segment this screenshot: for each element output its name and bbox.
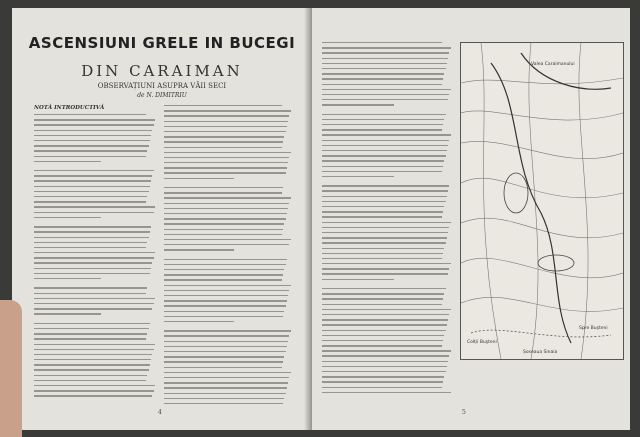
text-line: [164, 295, 288, 296]
article-author: de N. DIMITRIU: [137, 92, 187, 99]
text-line: [322, 387, 442, 388]
text-line: [322, 242, 446, 243]
text-line: [322, 335, 444, 336]
text-line: [322, 330, 446, 331]
left-text-column-1: [34, 114, 156, 401]
article-title: ASCENSIUNI GRELE IN BUCEGI: [28, 34, 296, 52]
text-line: [34, 369, 149, 370]
text-line: [164, 157, 289, 158]
right-text-column: [322, 42, 452, 397]
text-line: [34, 328, 149, 329]
text-line: [322, 176, 394, 177]
text-line: [164, 249, 234, 250]
text-line: [322, 211, 443, 212]
text-line: [322, 232, 448, 233]
text-line: [164, 290, 289, 291]
text-line: [164, 213, 287, 214]
text-line: [322, 68, 446, 69]
text-line: [322, 145, 448, 146]
text-line: [322, 258, 442, 259]
text-line: [34, 196, 147, 197]
text-line: [322, 345, 442, 346]
text-line: [34, 338, 146, 339]
text-line: [34, 268, 151, 269]
text-line: [322, 273, 448, 274]
text-line: [322, 376, 444, 377]
text-line: [34, 180, 151, 181]
text-line: [322, 355, 449, 356]
text-line: [322, 160, 444, 161]
text-line: [164, 141, 283, 142]
text-line: [164, 131, 286, 132]
text-line: [322, 340, 443, 341]
text-line: [164, 341, 288, 342]
text-line: [34, 135, 151, 136]
text-line: [322, 319, 448, 320]
text-line: [34, 375, 147, 376]
text-line: [34, 237, 149, 238]
text-line: [322, 134, 451, 135]
text-line: [322, 293, 444, 294]
map-label-bottom-right: Spre Buşteni: [579, 326, 608, 331]
text-line: [34, 201, 146, 202]
map-drawing: [461, 43, 623, 359]
text-line: [164, 300, 287, 301]
text-line: [34, 349, 154, 350]
text-line: [34, 114, 146, 115]
text-line: [34, 145, 149, 146]
text-line: [34, 150, 147, 151]
text-line: [322, 288, 446, 289]
map-label-top: Valea Caraimanului: [531, 62, 575, 67]
text-line: [34, 191, 149, 192]
text-line: [322, 150, 447, 151]
text-line: [34, 359, 151, 360]
text-line: [164, 162, 288, 163]
text-line: [34, 313, 101, 314]
text-line: [322, 129, 442, 130]
text-line: [164, 351, 286, 352]
text-line: [164, 121, 288, 122]
left-text-column-2: [164, 105, 292, 408]
text-line: [164, 361, 283, 362]
text-line: [164, 147, 282, 148]
text-line: [34, 212, 154, 213]
text-line: [164, 105, 282, 106]
text-line: [164, 239, 291, 240]
text-line: [34, 380, 146, 381]
text-line: [164, 269, 284, 270]
text-line: [164, 218, 286, 219]
text-line: [322, 304, 442, 305]
text-line: [164, 335, 289, 336]
text-line: [322, 94, 449, 95]
text-line: [34, 333, 147, 334]
text-line: [322, 314, 449, 315]
article-subtitle: DIN CARAIMAN: [81, 62, 243, 80]
text-line: [164, 305, 286, 306]
text-line: [34, 257, 154, 258]
map-label-bottom-left: Colții Buşteni: [467, 340, 497, 345]
text-line: [164, 192, 282, 193]
text-line: [164, 367, 282, 368]
text-line: [164, 356, 284, 357]
text-line: [34, 293, 146, 294]
text-line: [34, 124, 154, 125]
text-line: [34, 130, 152, 131]
text-line: [164, 387, 287, 388]
text-line: [34, 175, 152, 176]
text-line: [34, 247, 146, 248]
text-line: [34, 364, 150, 365]
text-line: [164, 115, 289, 116]
text-line: [322, 309, 451, 310]
text-line: [34, 262, 152, 263]
text-line: [164, 152, 291, 153]
text-line: [322, 227, 449, 228]
text-line: [322, 222, 451, 223]
text-line: [322, 206, 444, 207]
text-line: [322, 52, 449, 53]
text-line: [322, 114, 446, 115]
text-line: [34, 140, 150, 141]
text-line: [34, 308, 152, 309]
text-line: [164, 234, 282, 235]
text-line: [322, 63, 447, 64]
text-line: [34, 273, 150, 274]
text-line: [34, 354, 152, 355]
text-line: [34, 385, 155, 386]
text-line: [34, 231, 150, 232]
text-line: [322, 124, 443, 125]
text-line: [322, 237, 447, 238]
text-line: [34, 344, 155, 345]
text-line: [164, 178, 234, 179]
text-line: [322, 253, 443, 254]
text-line: [164, 311, 284, 312]
text-line: [322, 392, 451, 393]
text-line: [34, 119, 155, 120]
note-heading: NOTĂ INTRODUCTIVĂ: [34, 105, 105, 111]
text-line: [322, 99, 448, 100]
text-line: [322, 73, 444, 74]
text-line: [322, 104, 394, 105]
text-line: [164, 229, 283, 230]
text-line: [164, 382, 288, 383]
text-line: [164, 274, 283, 275]
text-line: [322, 89, 451, 90]
text-line: [322, 350, 451, 351]
text-line: [322, 201, 446, 202]
text-line: [164, 197, 291, 198]
text-line: [164, 372, 291, 373]
text-line: [322, 78, 443, 79]
text-line: [164, 244, 289, 245]
text-line: [34, 395, 152, 396]
text-line: [322, 324, 447, 325]
text-line: [322, 58, 448, 59]
text-line: [322, 47, 451, 48]
text-line: [164, 110, 291, 111]
text-line: [34, 161, 101, 162]
text-line: [164, 259, 287, 260]
left-page: [12, 8, 313, 430]
text-line: [322, 366, 447, 367]
text-line: [322, 166, 443, 167]
text-line: [322, 216, 442, 217]
text-line: [34, 217, 101, 218]
text-line: [322, 140, 449, 141]
text-line: [34, 170, 154, 171]
text-line: [164, 264, 286, 265]
text-line: [34, 278, 101, 279]
text-line: [322, 171, 442, 172]
text-line: [164, 346, 287, 347]
text-line: [34, 298, 155, 299]
text-line: [164, 377, 289, 378]
text-line: [34, 303, 154, 304]
text-line: [322, 361, 448, 362]
text-line: [322, 248, 444, 249]
text-line: [164, 321, 234, 322]
text-line: [164, 279, 282, 280]
text-line: [34, 226, 151, 227]
right-page-number: 5: [462, 409, 466, 416]
text-line: [322, 268, 449, 269]
text-line: [164, 330, 291, 331]
text-line: [34, 242, 147, 243]
text-line: [164, 126, 287, 127]
text-line: [322, 42, 442, 43]
text-line: [164, 316, 283, 317]
text-line: [164, 187, 283, 188]
text-line: [164, 393, 286, 394]
text-line: [164, 203, 289, 204]
text-line: [322, 381, 443, 382]
map-label-bottom-mid: Șoseaua Sinaia: [523, 350, 558, 355]
text-line: [34, 323, 150, 324]
text-line: [322, 279, 394, 280]
text-line: [34, 252, 155, 253]
text-line: [322, 84, 442, 85]
text-line: [164, 136, 284, 137]
text-line: [164, 167, 287, 168]
left-page-number: 4: [158, 409, 162, 416]
text-line: [164, 285, 291, 286]
text-line: [164, 172, 286, 173]
text-line: [322, 119, 444, 120]
text-line: [322, 371, 446, 372]
text-line: [34, 156, 146, 157]
hand-holding-book: [0, 300, 22, 437]
text-line: [164, 223, 284, 224]
text-line: [322, 263, 451, 264]
text-line: [322, 185, 449, 186]
text-line: [164, 208, 288, 209]
text-line: [164, 403, 283, 404]
article-subtitle-secondary: OBSERVAȚIUNI ASUPRA VĂII SECI: [97, 82, 227, 90]
text-line: [322, 190, 448, 191]
text-line: [34, 186, 150, 187]
valley-map: [460, 42, 624, 360]
text-line: [322, 196, 447, 197]
text-line: [322, 155, 446, 156]
right-page: [312, 8, 630, 430]
text-line: [34, 287, 147, 288]
text-line: [164, 398, 284, 399]
text-line: [34, 206, 155, 207]
text-line: [34, 390, 154, 391]
text-line: [322, 298, 443, 299]
